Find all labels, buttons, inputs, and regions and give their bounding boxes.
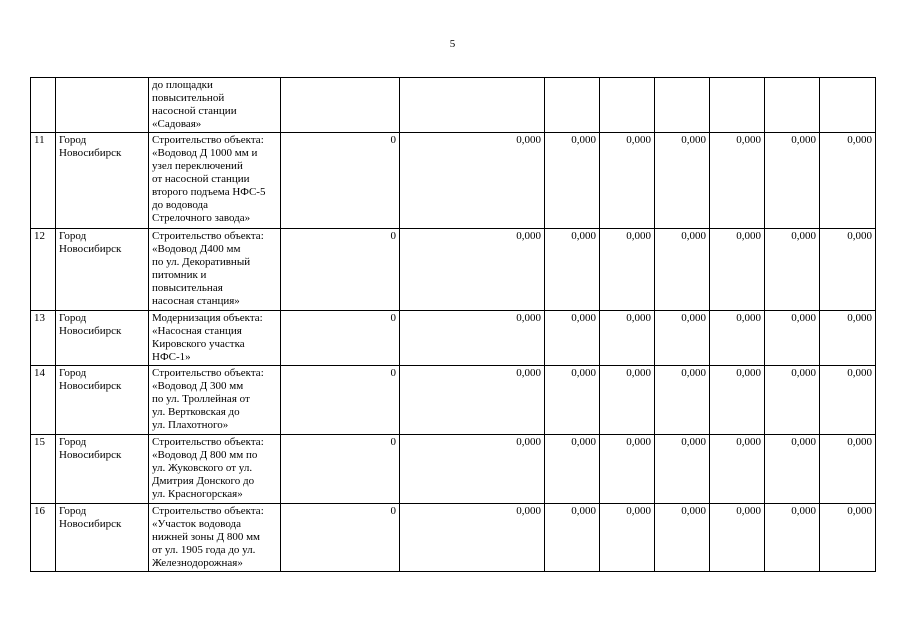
cell-empty [655,78,710,133]
cell-value: 0,000 [600,229,655,311]
cell-value: 0,000 [710,504,765,572]
cell-zero: 0 [281,435,400,504]
cell-object-name: Строительство объекта: «Водовод Д 1000 мм и узел переключений от насосной станции второго подъема НФС-5 до водовода Стрелочного завода» [149,133,281,229]
cell-value: 0,000 [655,504,710,572]
cell-object-name: до площадки повысительной насосной станции «Садовая» [149,78,281,133]
table-row [31,366,876,435]
cell-value: 0,000 [545,133,600,229]
cell-value: 0,000 [765,311,820,366]
cell-num [31,78,56,133]
cell-empty [820,78,876,133]
cell-value: 0,000 [545,229,600,311]
cell-value: 0,000 [710,133,765,229]
cell-value: 0,000 [820,366,876,435]
cell-empty [600,78,655,133]
cell-value: 0,000 [710,435,765,504]
cell-object-name: Модернизация объекта: «Насосная станция Кировского участка НФС-1» [149,311,281,366]
cell-municipality [56,78,149,133]
cell-value: 0,000 [655,229,710,311]
page-number: 5 [449,38,456,50]
cell-value: 0,000 [400,133,545,229]
cell-value: 0,000 [400,229,545,311]
cell-value: 0,000 [820,229,876,311]
cell-object-name: Строительство объекта: «Участок водовода нижней зоны Д 800 мм от ул. 1905 года до ул. Железнодорожная» [149,504,281,572]
cell-value: 0,000 [820,133,876,229]
cell-zero: 0 [281,366,400,435]
cell-value: 0,000 [545,504,600,572]
cell-value: 0,000 [600,311,655,366]
table-row [31,435,876,504]
cell-num: 16 [31,504,56,572]
cell-value: 0,000 [765,133,820,229]
table-row [31,229,876,311]
cell-municipality: Город Новосибирск [56,133,149,229]
cell-municipality: Город Новосибирск [56,366,149,435]
cell-num: 13 [31,311,56,366]
cell-zero: 0 [281,311,400,366]
cell-empty [281,78,400,133]
cell-municipality: Город Новосибирск [56,504,149,572]
cell-value: 0,000 [600,366,655,435]
investment-table [30,77,876,572]
cell-value: 0,000 [600,504,655,572]
table-row [31,504,876,572]
cell-num: 14 [31,366,56,435]
cell-value: 0,000 [710,229,765,311]
cell-num: 12 [31,229,56,311]
cell-value: 0,000 [545,311,600,366]
cell-value: 0,000 [765,366,820,435]
cell-zero: 0 [281,133,400,229]
cell-municipality: Город Новосибирск [56,311,149,366]
cell-value: 0,000 [400,311,545,366]
cell-object-name: Строительство объекта: «Водовод Д 300 мм по ул. Троллейная от ул. Вертковская до ул. Плахотного» [149,366,281,435]
cell-num: 11 [31,133,56,229]
cell-value: 0,000 [765,504,820,572]
cell-value: 0,000 [655,435,710,504]
cell-value: 0,000 [765,229,820,311]
cell-value: 0,000 [400,435,545,504]
cell-municipality: Город Новосибирск [56,435,149,504]
cell-value: 0,000 [600,133,655,229]
cell-value: 0,000 [655,311,710,366]
cell-value: 0,000 [765,435,820,504]
cell-value: 0,000 [600,435,655,504]
cell-num: 15 [31,435,56,504]
cell-value: 0,000 [545,366,600,435]
cell-empty [710,78,765,133]
cell-value: 0,000 [400,366,545,435]
cell-municipality: Город Новосибирск [56,229,149,311]
table-body [31,78,876,572]
cell-empty [545,78,600,133]
cell-empty [765,78,820,133]
cell-value: 0,000 [710,366,765,435]
cell-value: 0,000 [655,366,710,435]
cell-value: 0,000 [820,435,876,504]
table-row [31,133,876,229]
cell-zero: 0 [281,229,400,311]
cell-zero: 0 [281,504,400,572]
cell-empty [400,78,545,133]
table-row-continuation [31,78,876,133]
cell-value: 0,000 [655,133,710,229]
cell-value: 0,000 [820,311,876,366]
cell-object-name: Строительство объекта: «Водовод Д400 мм по ул. Декоративный питомник и повысительная насосная станция» [149,229,281,311]
cell-object-name: Строительство объекта: «Водовод Д 800 мм по ул. Жуковского от ул. Дмитрия Донского до ул. Красногорская» [149,435,281,504]
table-row [31,311,876,366]
cell-value: 0,000 [710,311,765,366]
cell-value: 0,000 [545,435,600,504]
cell-value: 0,000 [820,504,876,572]
cell-value: 0,000 [400,504,545,572]
